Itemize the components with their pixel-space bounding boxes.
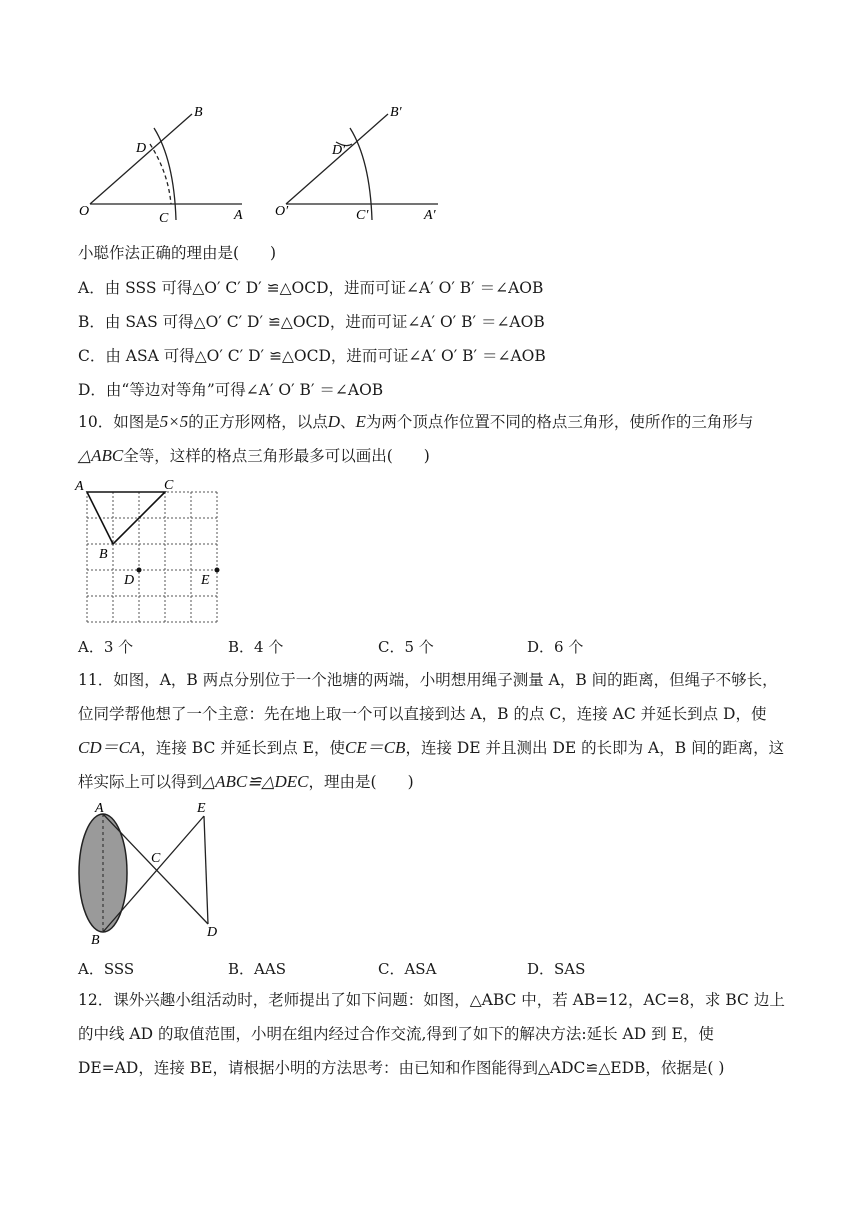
q10-option-b[interactable]: B．4 个 xyxy=(228,638,284,656)
grid-triangle-figure xyxy=(74,476,224,626)
q9-stem: 小聪作法正确的理由是( ) xyxy=(78,244,277,262)
fig2-label-A: A′ xyxy=(424,208,436,223)
q9-option-c[interactable]: C．由 ASA 可得△O′ C′ D′ ≌△OCD，进而可证∠A′ O′ B′ ＝∠AOB xyxy=(78,347,546,365)
q10-option-d[interactable]: D．6 个 xyxy=(527,638,584,656)
pond-label-C: C xyxy=(151,851,161,866)
pond-label-A: A xyxy=(95,801,104,816)
q11-option-c[interactable]: C．ASA xyxy=(378,960,437,978)
q10-option-a[interactable]: A．3 个 xyxy=(78,638,134,656)
q11-option-a[interactable]: A．SSS xyxy=(78,960,135,978)
fig2-label-D: D′ xyxy=(332,143,346,158)
angle-construction-figure-copy xyxy=(272,100,462,225)
fig2-label-O: O′ xyxy=(275,204,289,219)
q12-stem: 12．课外兴趣小组活动时，老师提出了如下问题：如图，△ABC 中，若 AB=12，AC=8，求 BC 边上的中线 AD 的取值范围，小明在组内经过合作交流,得到了如下的解决方法:延长 AD 到 E，使 DE=AD，连接 BE，请根据小明的方法思考：由已知和作图能得到△ADC≌△EDB，依据是( ) xyxy=(78,991,785,1077)
angle-construction-figure-original xyxy=(76,100,266,225)
grid-label-C: C xyxy=(164,478,174,493)
fig1-label-C: C xyxy=(159,211,169,225)
q11-option-b[interactable]: B．AAS xyxy=(228,960,286,978)
pond-measurement-figure xyxy=(74,800,234,948)
grid-label-E: E xyxy=(201,573,210,588)
q11-stem: 11．如图，A，B 两点分别位于一个池塘的两端，小明想用绳子测量 A，B 间的距离，但绳子不够长，位同学帮他想了一个主意：先在地上取一个可以直接到达 A，B 的点 C，连接 AC 并延长到点 D，使CD＝CA，连接 BC 并延长到点 E，使CE＝CB，连接 DE 并且测出 DE 的长即为 A，B 间的距离，这样实际上可以得到△ABC≌△DEC，理由是( ) xyxy=(78,671,785,791)
fig1-label-A: A xyxy=(234,208,243,223)
q10-option-c[interactable]: C．5 个 xyxy=(378,638,434,656)
q10-stem: 10．如图是5×5的正方形网格，以点D、E为两个顶点作位置不同的格点三角形，使所作的三角形与△ABC全等，这样的格点三角形最多可以画出( ) xyxy=(78,412,754,465)
fig2-label-B: B′ xyxy=(390,105,402,120)
q9-option-d[interactable]: D．由“等边对等角”可得∠A′ O′ B′ ＝∠AOB xyxy=(78,381,384,399)
grid-label-A: A xyxy=(75,479,84,494)
pond-label-D: D xyxy=(207,925,218,940)
q9-option-b[interactable]: B．由 SAS 可得△O′ C′ D′ ≌△OCD，进而可证∠A′ O′ B′ ＝∠AOB xyxy=(78,313,545,331)
fig1-label-O: O xyxy=(79,204,90,219)
pond-label-E: E xyxy=(197,801,206,816)
fig2-label-C: C′ xyxy=(356,208,369,223)
grid-label-B: B xyxy=(99,547,108,562)
pond-label-B: B xyxy=(91,933,100,948)
fig1-label-D: D xyxy=(136,141,147,156)
grid-label-D: D xyxy=(124,573,135,588)
fig1-label-B: B xyxy=(194,105,203,120)
q9-option-a[interactable]: A．由 SSS 可得△O′ C′ D′ ≌△OCD，进而可证∠A′ O′ B′ ＝∠AOB xyxy=(78,279,544,297)
q11-option-d[interactable]: D．SAS xyxy=(527,960,586,978)
